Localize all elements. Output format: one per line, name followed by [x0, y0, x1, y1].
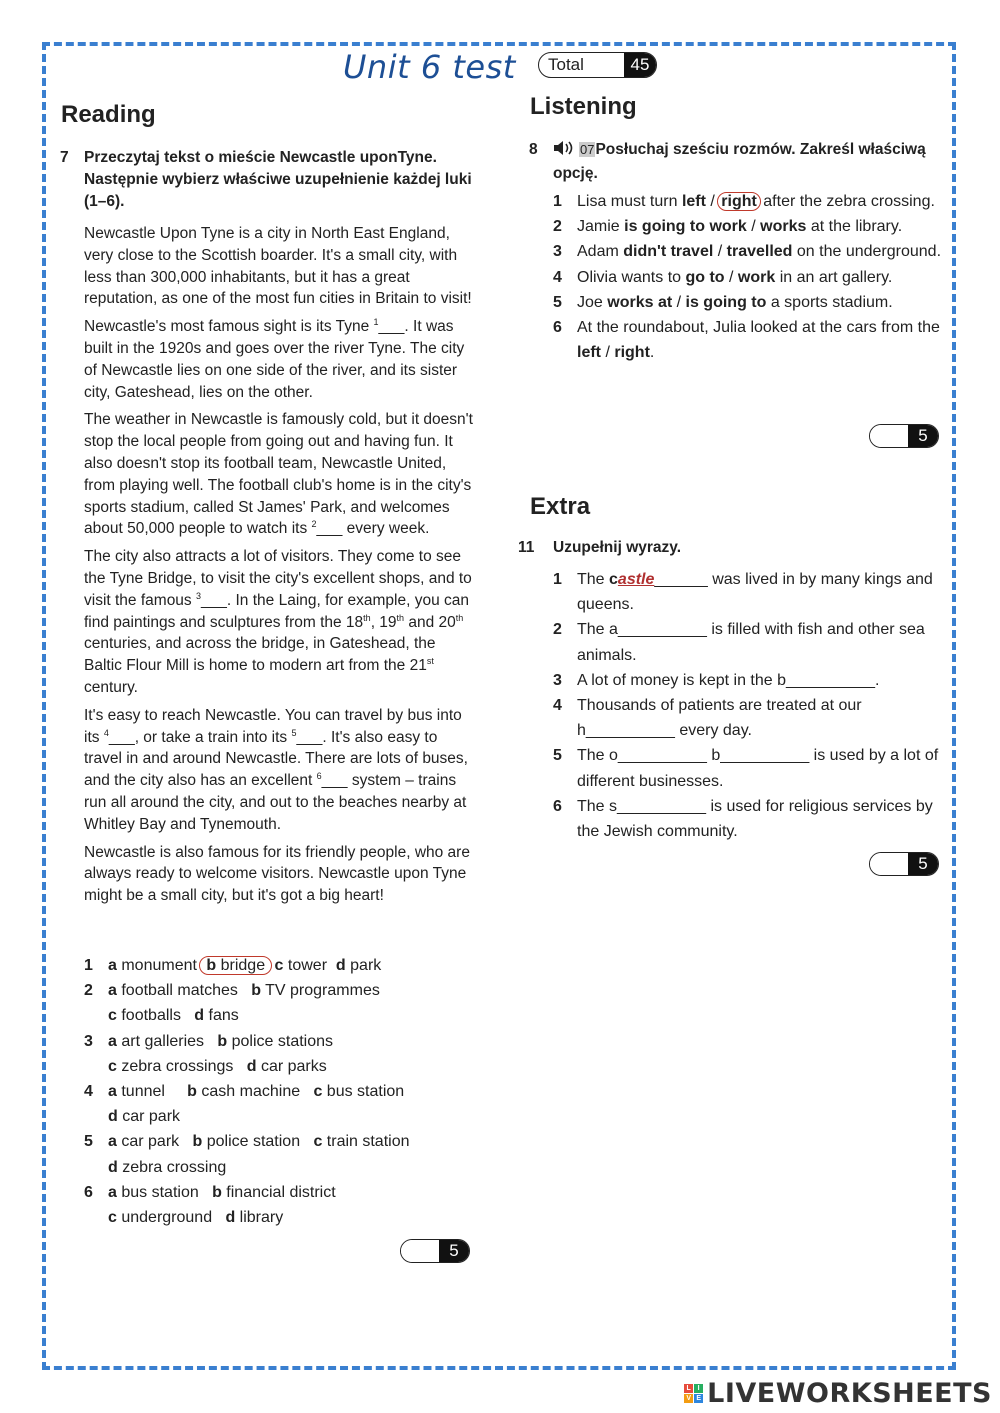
answer-option[interactable]: b bridge: [199, 956, 272, 975]
extra-instruction: 11 Uzupełnij wyrazy.: [553, 537, 933, 559]
list-item: 6 a bus station b financial district: [84, 1183, 336, 1201]
paragraph: The city also attracts a lot of visitors. They come to see the Tyne Bridge, to visit the city's excellent shops, and to visit the famous $^3$___. In the Laing, for example, you can find paintings and sculptures from the 18th, 19th and 20th centuries, and across the bridge, in Gateshead, the Baltic Flour Mill is home to modern art from the 21st century.: [84, 548, 472, 696]
list-item: c zebra crossings d car parks: [108, 1057, 327, 1075]
reading-instruction: 7 Przeczytaj tekst o mieście Newcastle uponTyne. Następnie wybierz właściwe uzupełnienie każdej luki (1–6).: [60, 149, 472, 210]
list-item: 4 Thousands of patients are treated at our h__________ every day.: [553, 697, 862, 740]
total-value: 45: [624, 53, 656, 77]
list-item: 1 a monument b bridge c tower d park: [84, 957, 382, 974]
list-item: 3 A lot of money is kept in the b__________.: [553, 671, 880, 689]
paragraph: Newcastle is also famous for its friendly people, who are always ready to welcome visitors. Newcastle upon Tyne might be a small city, but it's got a big heart!: [84, 843, 470, 905]
extra-heading: Extra: [530, 493, 591, 520]
answer-option[interactable]: right: [717, 192, 761, 211]
list-item: 4 a tunnel b cash machine c bus station: [84, 1083, 405, 1101]
total-label: Total: [548, 55, 584, 74]
reading-options: [84, 953, 484, 1230]
list-item: 5 The o__________ b__________ is used by a lot of different businesses.: [553, 747, 939, 790]
task-number: 7: [60, 149, 69, 166]
list-item: 2 The a__________ is filled with fish and other sea animals.: [553, 621, 925, 664]
speaker-icon[interactable]: [553, 140, 579, 163]
list-item: 1 The castle______ was lived in by many kings and queens.: [553, 571, 933, 614]
logo-grid-icon: L I V E: [684, 1384, 703, 1403]
list-item: 6 At the roundabout, Julia looked at the cars from the left / right.: [553, 319, 940, 362]
list-item: c underground d library: [108, 1209, 284, 1227]
liveworksheets-logo: [684, 1378, 992, 1409]
listening-score-box: 5: [869, 424, 939, 448]
list-item: 4 Olivia wants to go to / work in an art gallery.: [553, 268, 893, 286]
list-item: 6 The s__________ is used for religious services by the Jewish community.: [553, 797, 933, 841]
extra-items: [553, 567, 943, 844]
list-item: 1 Lisa must turn left / right after the zebra crossing.: [553, 193, 935, 210]
answer-field[interactable]: astle: [617, 571, 655, 588]
list-item: 5 a car park b police station c train station: [84, 1133, 410, 1151]
list-item: c footballs d fans: [108, 1007, 239, 1025]
track-number: 07: [580, 142, 595, 157]
task-number: 11: [518, 539, 535, 556]
page-title: Unit 6 test: [343, 48, 516, 86]
extra-score-box: 5: [869, 852, 939, 876]
reading-score-box: 5: [400, 1239, 470, 1263]
task-number: 8: [529, 141, 538, 158]
paragraph: The weather in Newcastle is famously cold, but it doesn't stop the local people from going out and having fun. It also doesn't stop its football team, Newcastle United, from playing well. The football club's home is in the city's sports stadium, called St James' Park, and welcomes about 50,000 people to watch its $^2$___ every week.: [84, 411, 473, 538]
paragraph: It's easy to reach Newcastle. You can travel by bus into its $^4$___, or take a train into its $^5$___. It's also easy to travel in and around Newcastle. There are lots of buses, and the city also has an excellent $^6$___ system – trains run all around the city, and out to the beaches nearby at Whitley Bay and Tynemouth.: [84, 706, 468, 833]
listening-items: [553, 189, 943, 365]
list-item: 2 a football matches b TV programmes: [84, 982, 380, 1000]
paragraph: Newcastle Upon Tyne is a city in North East England, very close to the Scottish boarder. It's a small city, with less than 300,000 inhabitants, but it has a great reputation, as one of the most fun cities in Britain to visit!: [84, 225, 472, 308]
paragraph: Newcastle's most famous sight is its Tyne $^1$___. It was built in the 1920s and goes over the river Tyne. The city of Newcastle lies on one side of the river, and its sister city, Gateshead, lies on the other.: [84, 317, 465, 401]
listening-instruction: 8 07Posłuchaj sześciu rozmów. Zakreśl właściwą opcję.: [529, 141, 926, 182]
list-item: 3 a art galleries b police stations: [84, 1032, 334, 1050]
list-item: d car park: [108, 1108, 181, 1126]
list-item: 3 Adam didn't travel / travelled on the underground.: [553, 243, 942, 261]
reading-text: [84, 223, 474, 913]
list-item: 5 Joe works at / is going to a sports stadium.: [553, 293, 893, 311]
total-score-box: [538, 52, 657, 78]
reading-heading: Reading: [61, 101, 156, 128]
list-item: 2 Jamie is going to work / works at the library.: [553, 218, 903, 236]
list-item: d zebra crossing: [108, 1158, 227, 1176]
listening-heading: Listening: [530, 93, 637, 120]
brand-name: LIVEWORKSHEETS: [707, 1378, 992, 1409]
